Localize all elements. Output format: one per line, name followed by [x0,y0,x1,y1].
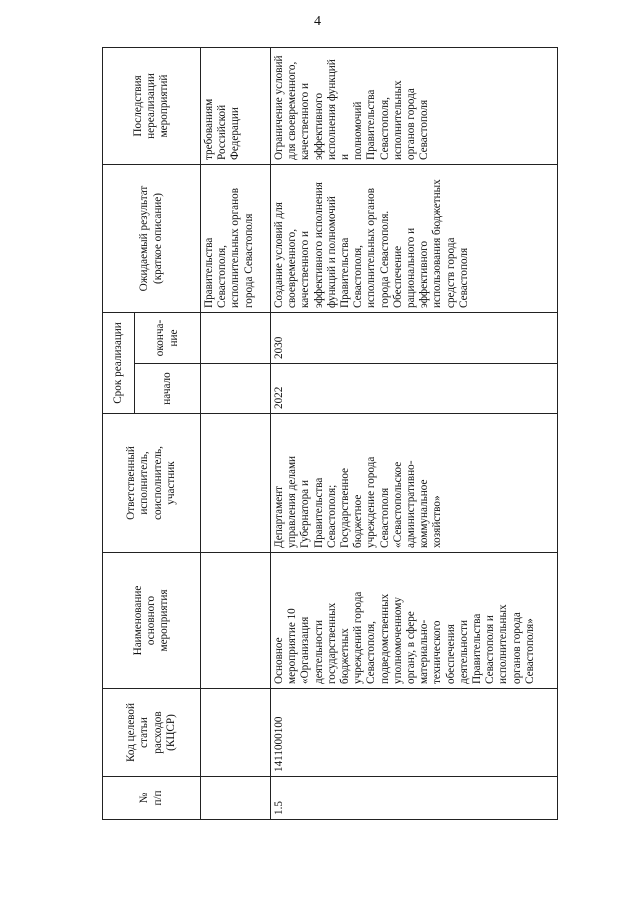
cell-num [201,777,271,820]
header-responsible-text: Ответственный исполнитель, соисполнитель, участник [125,446,177,520]
page-number: 4 [314,14,321,29]
cell-name [271,553,558,689]
cell-num-text: 1.5 [273,801,285,815]
cell-consequences [201,48,271,165]
header-consequences [103,48,201,165]
header-name-text: Наименование основного мероприятия [131,585,171,656]
cell-start [201,364,271,414]
table-row [201,48,271,820]
cell-consequences-text: требованиям Российской Федерации [203,98,242,160]
cell-start-text: 2022 [273,386,285,409]
cell-responsible [201,414,271,553]
header-code-text: Код целевой статьи расходов (КЦСР) [125,703,177,762]
rotated-table-wrapper [102,48,558,820]
header-term-start-text: начало [160,372,173,405]
cell-code [271,689,558,777]
table-container [102,48,558,820]
cell-responsible [271,414,558,553]
cell-end [201,313,271,364]
cell-num [271,777,558,820]
cell-result-text: Правительства Севастополя, исполнительных органов города Севастополя [203,188,255,308]
header-result-text: Ожидаемый результат (краткое описание) [138,185,164,292]
header-result [103,165,201,313]
cell-result-text: Создание условий для своевременного, качественного и эффективного исполнения функций и полномочий Правительства Севастополя, исполнительных органов города Севастополя. Обеспечение рационального и эффективного использования бюджетных средств города Севастополя [273,179,470,308]
header-term-end-text: оконча- ние [154,319,180,357]
cell-consequences [271,48,558,165]
header-num [103,777,201,820]
header-term-start [135,364,201,414]
measures-table [102,47,558,820]
header-num-text: № п/п [138,790,164,806]
cell-result [271,165,558,313]
header-row-1 [103,48,135,820]
cell-code-text: 1411000100 [273,716,285,772]
cell-responsible-text: Департамент управления делами Губернатора и Правительства Севастополя; Государственное бюджетное учреждение города Севастополя «Севастопольское административно- коммунальное хозяйство» [273,455,444,548]
header-responsible [103,414,201,553]
table-row [271,48,558,820]
cell-code [201,689,271,777]
cell-end [271,313,558,364]
cell-result [201,165,271,313]
header-code [103,689,201,777]
cell-name [201,553,271,689]
header-term-text: Срок реализации [111,322,124,404]
header-name [103,553,201,689]
header-term-end [135,313,201,364]
cell-consequences-text: Ограничение условий для своевременного, качественного и эффективного исполнения функций и полномочий Правительства Севастополя, исполнительных органов города Севастополя [273,55,431,160]
header-term [103,313,135,414]
cell-end-text: 2030 [273,336,285,359]
cell-name-text: Основное мероприятие 10 «Организация деятельности государственных бюджетных учреждений города Севастополя, подведомственных уполномоченному органу, в сфере материально- технического обеспечения деятельности Правительства Севастополя и исполнительных органов города Севастополя» [273,591,536,684]
cell-start [271,364,558,414]
header-consequences-text: Последствия нереализации мероприятий [131,73,171,139]
